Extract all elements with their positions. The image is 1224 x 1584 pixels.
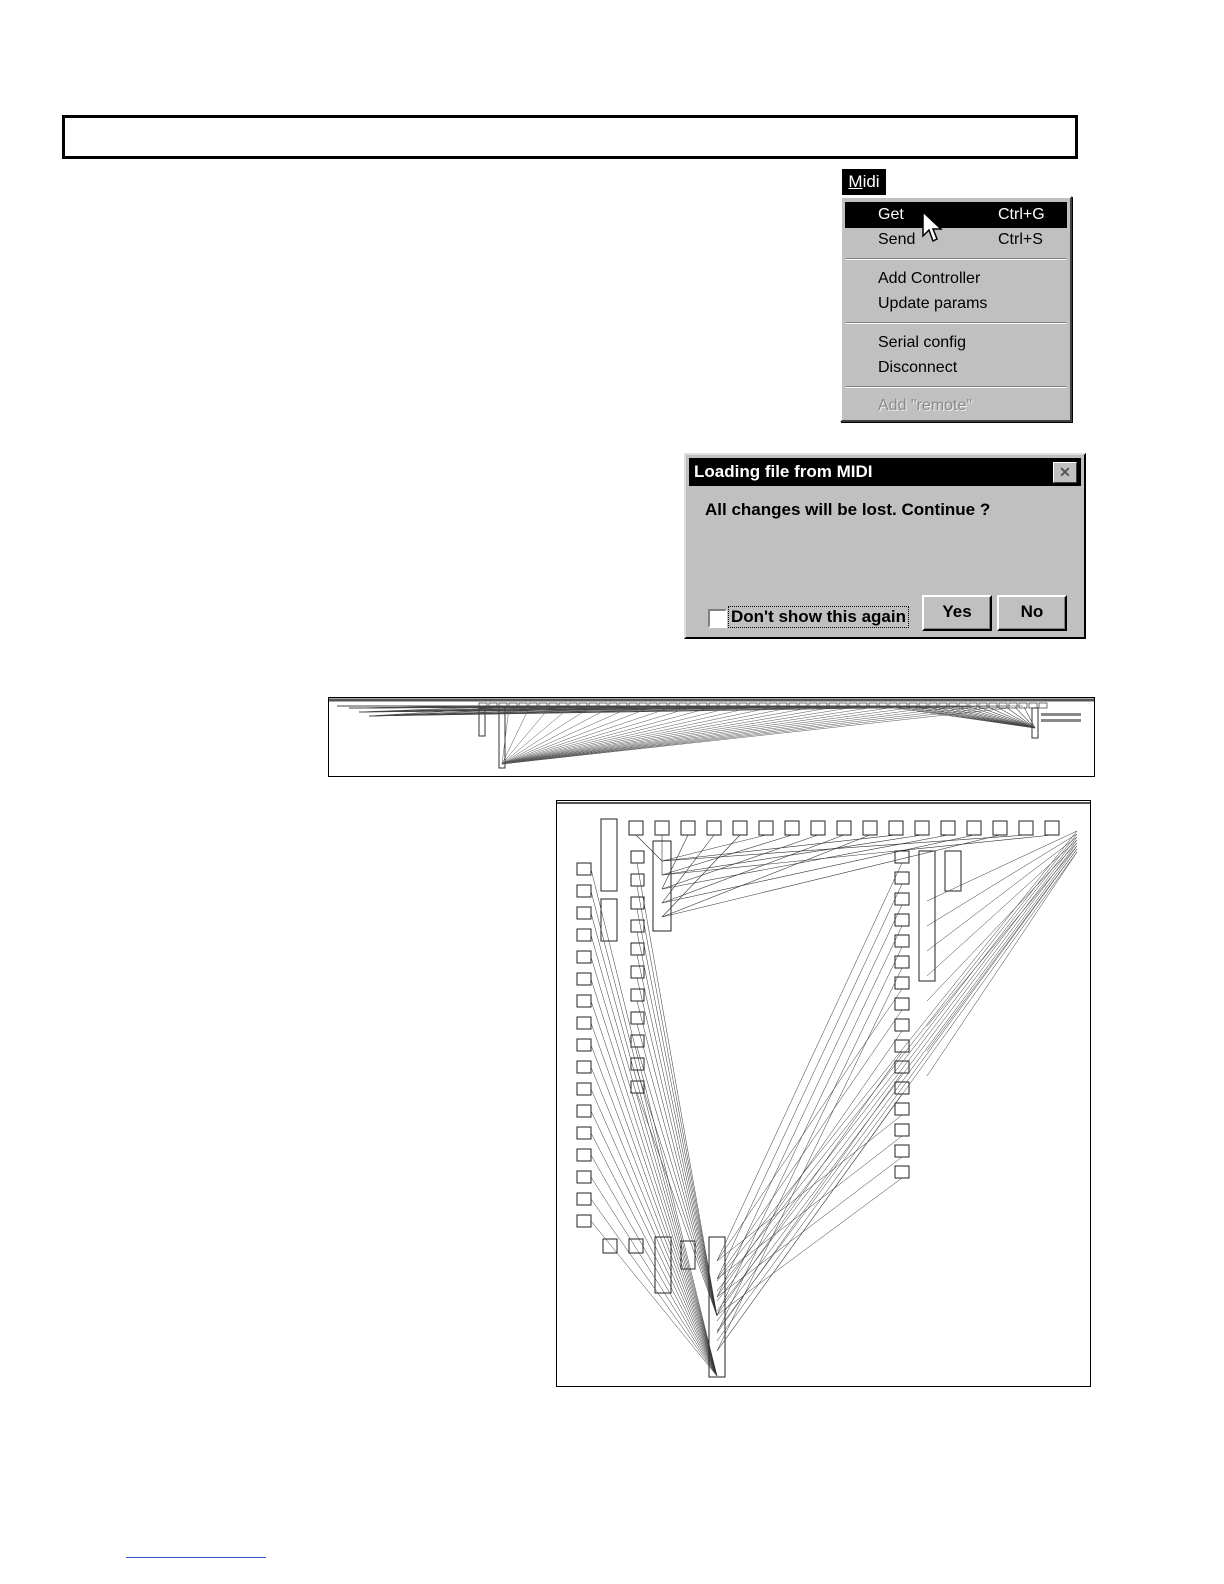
graph-connection (717, 1136, 902, 1279)
graph-node (577, 1127, 591, 1139)
graph-node (895, 1124, 909, 1136)
graph-node (629, 1239, 643, 1253)
graph-connection (717, 843, 1077, 1321)
graph-connection (636, 835, 662, 861)
graph-connection (591, 891, 717, 1376)
midi-menu-title[interactable] (842, 169, 886, 195)
loading-file-dialog (684, 453, 1086, 639)
graph-connection (637, 1070, 717, 1316)
graph-node (1045, 821, 1059, 835)
patch-overview-graph (329, 698, 1094, 776)
menu-item-add-controller[interactable] (845, 266, 1067, 292)
graph-node (631, 966, 644, 978)
graph-connection (717, 831, 1077, 1281)
midi-menu-title-rest: idi (862, 172, 880, 191)
graph-connection (591, 1045, 717, 1376)
menu-item-shortcut: Ctrl+G (998, 206, 1045, 223)
graph-node (577, 1149, 591, 1161)
graph-connection (502, 708, 749, 764)
graph-connection (979, 707, 1035, 728)
menu-item-label: Get (878, 206, 904, 223)
graph-bar (1041, 713, 1081, 716)
graph-node (577, 995, 591, 1007)
graph-connection (591, 1221, 717, 1376)
menu-item-label: Update params (878, 295, 988, 312)
menu-separator (846, 386, 1066, 388)
graph-connection (717, 1157, 902, 1297)
graph-connection (662, 835, 870, 917)
graph-node (895, 977, 909, 989)
graph-connection (662, 835, 1000, 917)
graph-connection (717, 1031, 902, 1297)
graph-node (895, 1103, 909, 1115)
graph-connection (502, 708, 869, 764)
graph-node (895, 1166, 909, 1178)
mouse-pointer-icon (921, 211, 943, 245)
graph-node (577, 1039, 591, 1051)
graph-connection (662, 835, 974, 903)
midi-menu-title-mnemonic: M (848, 172, 863, 191)
graph-node (577, 1017, 591, 1029)
graph-connection (662, 835, 714, 903)
menu-item-label: Add Controller (878, 270, 981, 287)
menu-item-label: Send (878, 231, 916, 248)
graph-node (603, 1239, 617, 1253)
header-box (62, 115, 1078, 159)
graph-node (895, 851, 909, 863)
graph-connection (502, 708, 809, 764)
menu-separator (846, 322, 1066, 324)
graph-connection (637, 863, 717, 1316)
graph-node (733, 821, 747, 835)
graph-connection (927, 843, 1077, 1001)
menu-item-add-remote (845, 393, 1067, 419)
graph-connection (637, 1093, 717, 1316)
graph-connection (717, 926, 902, 1315)
graph-node (811, 821, 825, 835)
graph-connection (591, 913, 717, 1376)
graph-connection (662, 835, 740, 917)
graph-node (631, 897, 644, 909)
graph-node (1029, 703, 1037, 708)
graph-connection (927, 846, 1077, 1026)
patch-graph-thumbnail (556, 800, 1091, 1387)
graph-node (577, 1215, 591, 1227)
graph-connection (717, 837, 1077, 1301)
graph-node (601, 819, 617, 891)
graph-node (577, 1105, 591, 1117)
graph-connection (662, 835, 688, 889)
graph-connection (662, 835, 792, 875)
graph-node (681, 821, 695, 835)
graph-connection (502, 708, 1009, 764)
menu-item-get[interactable] (845, 202, 1067, 228)
dialog-title-bar (689, 458, 1081, 486)
graph-node (989, 703, 997, 708)
graph-node (631, 943, 644, 955)
graph-connection (591, 1177, 717, 1376)
yes-button[interactable]: Yes (922, 595, 992, 631)
menu-item-disconnect[interactable] (845, 355, 1067, 381)
menu-item-label: Add "remote" (878, 397, 973, 414)
graph-connection (934, 707, 1035, 728)
graph-connection (927, 849, 1077, 1051)
graph-node (993, 821, 1007, 835)
graph-node (863, 821, 877, 835)
graph-connection (502, 708, 669, 764)
patch-graph (557, 801, 1090, 1386)
graph-node (577, 863, 591, 875)
graph-node (631, 874, 644, 886)
graph-node (919, 851, 935, 981)
graph-connection (637, 886, 717, 1316)
graph-node (1019, 703, 1027, 708)
graph-node (895, 998, 909, 1010)
graph-connection (717, 905, 902, 1297)
graph-node (631, 920, 644, 932)
graph-connection (502, 708, 709, 764)
graph-node (895, 1145, 909, 1157)
graph-bar (1041, 719, 1081, 722)
graph-node (655, 821, 669, 835)
graph-node (499, 708, 505, 768)
graph-node (577, 907, 591, 919)
graph-connection (662, 835, 818, 889)
graph-node (577, 1083, 591, 1095)
graph-connection (717, 846, 1077, 1331)
graph-node (577, 951, 591, 963)
graph-node (999, 703, 1007, 708)
graph-connection (637, 1024, 717, 1316)
graph-connection (662, 835, 1052, 875)
graph-node (837, 821, 851, 835)
graph-connection (717, 852, 1077, 1351)
menu-item-label: Serial config (878, 334, 967, 351)
graph-node (1019, 821, 1033, 835)
graph-connection (591, 957, 717, 1376)
graph-node (967, 821, 981, 835)
graph-node (707, 821, 721, 835)
graph-node (629, 821, 643, 835)
graph-connection (591, 935, 717, 1376)
dialog-title: Loading file from MIDI (694, 462, 873, 481)
graph-node (1039, 703, 1047, 708)
graph-connection (637, 909, 717, 1316)
graph-node (941, 821, 955, 835)
menu-item-shortcut: Ctrl+S (998, 231, 1043, 248)
menu-item-update-params[interactable] (845, 291, 1067, 317)
graph-connection (502, 708, 969, 764)
graph-node (785, 821, 799, 835)
menu-item-send[interactable] (845, 227, 1067, 253)
graph-connection (717, 884, 902, 1279)
graph-connection (502, 708, 829, 764)
menu-item-serial-config[interactable] (845, 330, 1067, 356)
patch-overview-thumbnail (328, 697, 1095, 777)
midi-dropdown-menu (840, 196, 1072, 422)
graph-node (577, 885, 591, 897)
graph-connection (717, 1115, 902, 1261)
graph-connection (717, 849, 1077, 1341)
menu-separator (846, 258, 1066, 260)
graph-connection (717, 834, 1077, 1291)
graph-node (915, 821, 929, 835)
graph-connection (637, 955, 717, 1316)
graph-node (631, 1012, 644, 1024)
graph-node (1032, 708, 1038, 738)
graph-connection (662, 835, 1026, 861)
graph-connection (591, 1111, 717, 1376)
graph-connection (591, 1023, 717, 1376)
graph-node (1009, 703, 1017, 708)
graph-node (959, 703, 967, 708)
graph-connection (502, 708, 909, 764)
graph-connection (927, 852, 1077, 1076)
graph-connection (717, 1010, 902, 1279)
no-button[interactable]: No (997, 595, 1067, 631)
graph-connection (637, 932, 717, 1316)
dont-show-again-checkbox[interactable] (708, 609, 727, 628)
menu-item-label: Disconnect (878, 359, 958, 376)
graph-connection (637, 978, 717, 1316)
graph-connection (502, 708, 689, 764)
graph-node (577, 1193, 591, 1205)
graph-connection (717, 989, 902, 1261)
graph-node (577, 929, 591, 941)
graph-node (601, 899, 617, 941)
graph-connection (591, 1089, 717, 1376)
graph-connection (637, 1047, 717, 1316)
graph-node (577, 973, 591, 985)
graph-node (655, 1237, 671, 1293)
graph-node (895, 1019, 909, 1031)
graph-connection (591, 1067, 717, 1376)
graph-node (945, 851, 961, 891)
graph-node (759, 821, 773, 835)
graph-node (889, 821, 903, 835)
graph-connection (591, 979, 717, 1376)
graph-node (577, 1171, 591, 1183)
close-icon[interactable]: ✕ (1053, 462, 1077, 483)
graph-connection (952, 707, 1035, 728)
dialog-message: All changes will be lost. Continue ? (705, 500, 991, 519)
graph-connection (591, 1133, 717, 1376)
graph-connection (502, 708, 849, 764)
graph-node (631, 851, 644, 863)
graph-connection (717, 863, 902, 1261)
dont-show-again-label[interactable]: Don't show this again (728, 606, 909, 628)
graph-connection (502, 708, 949, 764)
graph-node (577, 1061, 591, 1073)
footer-rule (126, 1557, 266, 1558)
